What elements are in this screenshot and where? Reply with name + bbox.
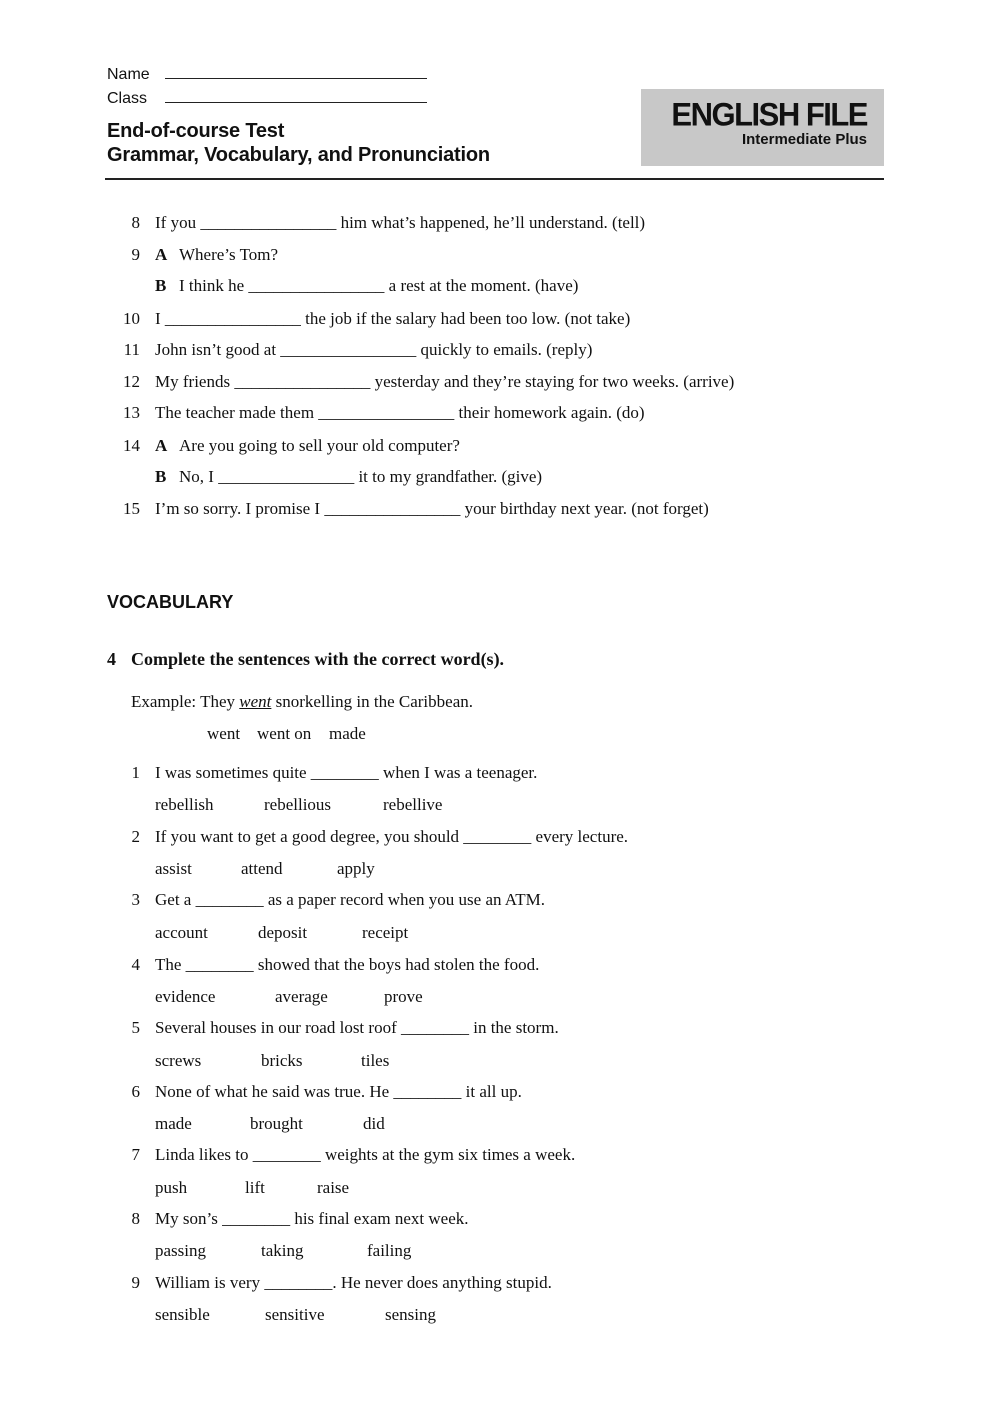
option[interactable]: failing	[367, 1241, 412, 1260]
item-number: 4	[131, 955, 140, 974]
item-number: 11	[123, 340, 140, 359]
item-text: Are you going to sell your old computer?	[179, 436, 460, 455]
item-text: Linda likes to ________ weights at the gym six times a week.	[155, 1145, 576, 1164]
item-number: 8	[131, 213, 140, 232]
option[interactable]: rebellive	[383, 795, 443, 814]
item-number: 5	[131, 1018, 140, 1037]
item-text: My friends ________________ yesterday and they’re staying for two weeks. (arrive)	[155, 372, 735, 391]
speaker-label: A	[155, 245, 168, 264]
option[interactable]: sensing	[385, 1305, 436, 1324]
logo-main-text: ENGLISH FILE	[671, 96, 867, 133]
option[interactable]: lift	[245, 1178, 265, 1197]
option[interactable]: sensible	[155, 1305, 210, 1324]
option[interactable]: brought	[250, 1114, 303, 1133]
item-text: I think he ________________ a rest at the moment. (have)	[179, 276, 579, 295]
option[interactable]: prove	[384, 987, 423, 1006]
exercise-number: 4	[107, 649, 116, 669]
name-label: Name	[107, 66, 150, 83]
option: went on	[257, 724, 312, 743]
option[interactable]: receipt	[362, 923, 409, 942]
item-number: 6	[131, 1082, 140, 1101]
option: made	[329, 724, 366, 743]
exercise-title	[107, 649, 504, 670]
item-number: 1	[131, 763, 140, 782]
speaker-label: B	[155, 467, 167, 486]
item-number: 2	[131, 827, 140, 846]
item-number: 7	[131, 1145, 140, 1164]
item-number: 12	[123, 372, 140, 391]
item-text: I ________________ the job if the salary had been too low. (not take)	[155, 309, 631, 328]
class-field	[107, 88, 427, 108]
option[interactable]: account	[155, 923, 208, 942]
class-line[interactable]	[165, 88, 427, 103]
item-text: The teacher made them ________________ their homework again. (do)	[155, 403, 645, 422]
item-text: The ________ showed that the boys had stolen the food.	[155, 955, 540, 974]
option[interactable]: attend	[241, 859, 283, 878]
header-divider	[105, 178, 884, 180]
item-number: 10	[123, 309, 140, 328]
item-text: My son’s ________ his final exam next week.	[155, 1209, 469, 1228]
item-number: 15	[123, 499, 140, 518]
item-text: I was sometimes quite ________ when I was a teenager.	[155, 763, 538, 782]
item-number: 3	[131, 890, 140, 909]
option[interactable]: screws	[155, 1051, 202, 1070]
item-text: Get a ________ as a paper record when you use an ATM.	[155, 890, 545, 909]
section-title: VOCABULARY	[107, 592, 234, 612]
option[interactable]: assist	[155, 859, 192, 878]
logo-sub-text: Intermediate Plus	[741, 131, 867, 148]
english-file-logo	[641, 89, 884, 166]
option[interactable]: tiles	[361, 1051, 390, 1070]
option[interactable]: deposit	[258, 923, 308, 942]
option[interactable]: did	[363, 1114, 385, 1133]
exercise-instruction: Complete the sentences with the correct word(s).	[131, 649, 505, 669]
example-sentence	[131, 692, 473, 712]
item-text: None of what he said was true. He ________ it all up.	[155, 1082, 522, 1101]
item-number: 8	[131, 1209, 140, 1228]
speaker-label: A	[155, 436, 168, 455]
test-title: End-of-course Test	[107, 120, 285, 142]
item-text: If you want to get a good degree, you should ________ every lecture.	[155, 827, 629, 846]
example-answer: went	[239, 692, 272, 711]
item-text: No, I ________________ it to my grandfather. (give)	[179, 467, 543, 486]
class-label: Class	[107, 90, 148, 107]
example-suffix: snorkelling in the Caribbean.	[275, 692, 473, 711]
option[interactable]: taking	[261, 1241, 304, 1260]
option[interactable]: push	[155, 1178, 188, 1197]
item-text: I’m so sorry. I promise I ________________ your birthday next year. (not forget)	[155, 499, 709, 518]
option[interactable]: rebellious	[264, 795, 332, 814]
option[interactable]: average	[275, 987, 328, 1006]
item-number: 13	[123, 403, 140, 422]
option: went	[207, 724, 241, 743]
option[interactable]: passing	[155, 1241, 206, 1260]
option[interactable]: apply	[337, 859, 375, 878]
option[interactable]: sensitive	[265, 1305, 325, 1324]
test-subtitle: Grammar, Vocabulary, and Pronunciation	[107, 144, 490, 166]
option[interactable]: evidence	[155, 987, 216, 1006]
item-number: 14	[123, 436, 140, 455]
item-text: Several houses in our road lost roof ________ in the storm.	[155, 1018, 559, 1037]
item-text: If you ________________ him what’s happened, he’ll understand. (tell)	[155, 213, 646, 232]
name-line[interactable]	[165, 64, 427, 79]
item-text: Where’s Tom?	[179, 245, 279, 264]
example-prefix: Example: They	[131, 692, 236, 711]
speaker-label: B	[155, 276, 167, 295]
option[interactable]: made	[155, 1114, 192, 1133]
item-number: 9	[131, 245, 140, 264]
option[interactable]: rebellish	[155, 795, 214, 814]
item-number: 9	[131, 1273, 140, 1292]
item-text: William is very ________. He never does anything stupid.	[155, 1273, 552, 1292]
name-field	[107, 64, 427, 84]
option[interactable]: bricks	[261, 1051, 303, 1070]
item-text: John isn’t good at ________________ quickly to emails. (reply)	[155, 340, 593, 359]
option[interactable]: raise	[317, 1178, 350, 1197]
